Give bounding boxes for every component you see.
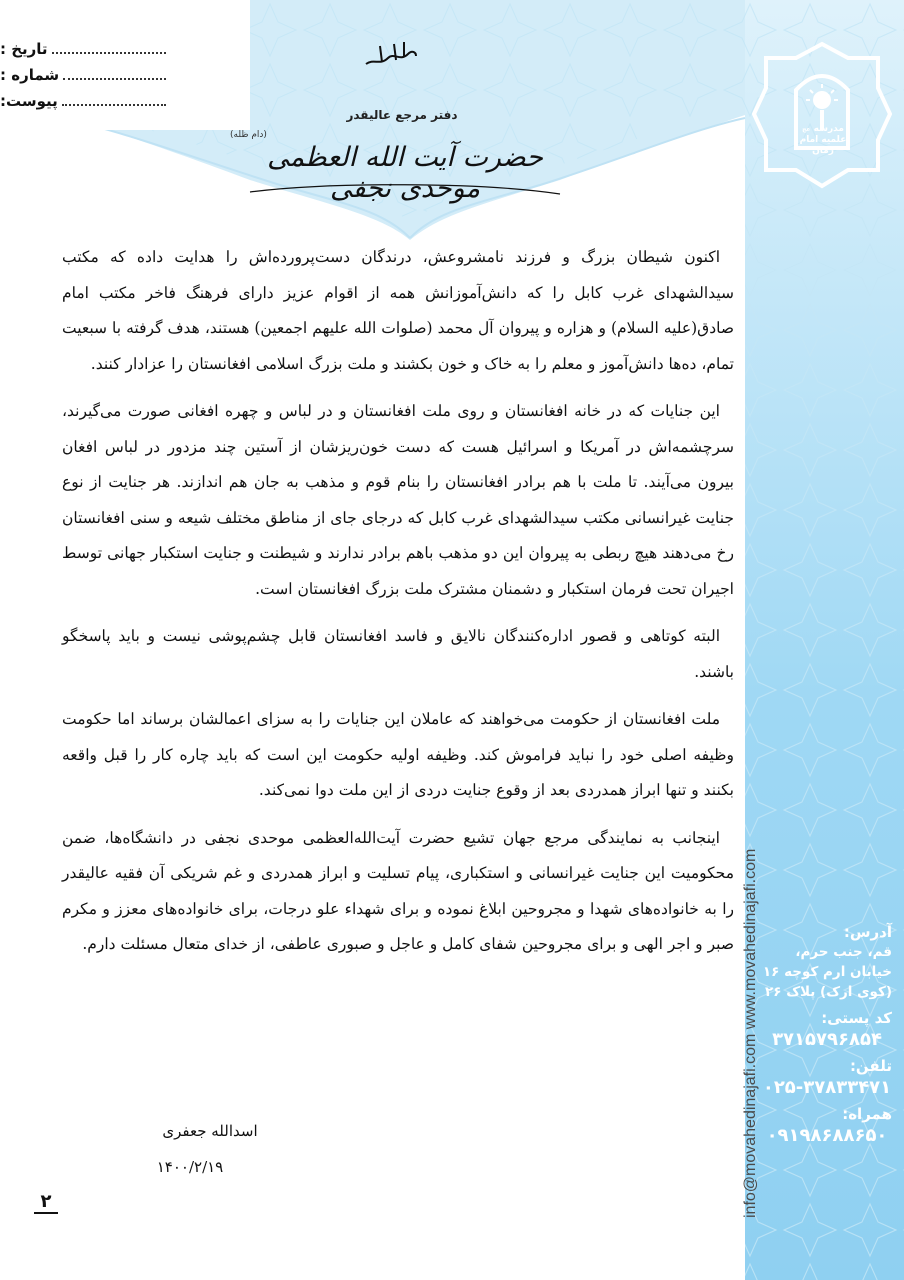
attachment-dots: [62, 104, 166, 106]
date-label: تاریخ :: [0, 40, 48, 58]
date-dots: [52, 52, 166, 54]
paragraph-5: اینجانب به نمایندگی مرجع جهان تشیع حضرت آیت‌الله‌العظمی موحدی نجفی در دانشگاه‌ها، ضمن محکومیت این جنایت غیرانسانی و استکباری، پیام تسلیت و ابراز همدردی و غم شریکی آن فقیه عالیقدر را به خانواده‌های شهدا و مجروحین ابلاغ نموده و برای شهداء علو درجات، برای خانواده‌های معزز و مکرم صبر و اجر الهی و برای مجروحین شفای کامل و عاجل و صبوری عاطفی، از خدای متعال مسئلت دارم.: [62, 828, 734, 953]
mobile-value: ۰۹۱۹۸۶۸۸۶۵۰: [766, 1125, 888, 1146]
paragraph-2: این جنایات که در خانه افغانستان و روی ملت افغانستان و در لباس و چهره افغانی صورت می‌گیرند، سرچشمه‌اش در آمریکا و اسرائیل هست که دست خون‌ریزشان از آستین چند مزدور در لباس افغان بیرون می‌آیند. تا ملت با هم برادر افغانستان را بنام قوم و مذهب به جان هم اندازند. هر جنایت از نوع جنایت غیرانسانی مکتب سیدالشهدای غرب کابل که درجای جای از مناطق مختلف شیعه و سنی افغانستان رخ می‌دهند هیچ ربطی به پیروان این دو مذهب باهم برادر ندارند و شیطنت و جنایت استکبار جهانی توسط اجیران تحت فرمان استکبار و دشمنان مشترک ملت بزرگ افغانستان است.: [62, 402, 734, 598]
meta-fields: [0, 40, 170, 118]
attachment-label: پیوست:: [0, 92, 58, 110]
date-field: [0, 40, 170, 66]
bismillah-calligraphy: [360, 38, 420, 72]
logo-tag: عج: [802, 126, 811, 133]
address-label: آدرس:: [843, 923, 892, 941]
paragraph-3: البته کوتاهی و قصور اداره‌کنندگان نالایق و فاسد افغانستان قابل چشم‌پوشی نیست و باید پاسخگو باشند.: [62, 627, 734, 681]
logo-line1: مدرسه: [813, 124, 844, 134]
phone-value: ۰۲۵-۳۷۸۳۳۴۷۱: [762, 1077, 892, 1098]
mobile-label: همراه:: [842, 1105, 892, 1123]
ayatollah-title-calligraphy: [230, 122, 580, 202]
postal-value: ۳۷۱۵۷۹۶۸۵۴: [772, 1029, 882, 1050]
signature-date: ۱۴۰۰/۲/۱۹: [156, 1158, 224, 1176]
attachment-field: [0, 92, 170, 118]
address-value: قم، جنب حرم، خیابان ارم کوچه ۱۶ (کوی ارک) پلاک ۲۶: [762, 944, 892, 1000]
contact-info: [762, 922, 892, 1152]
letter-body: [62, 240, 734, 975]
paragraph-4: ملت افغانستان از حکومت می‌خواهند که عاملان این جنایات را به سزای اعمالشان برساند اما حکومت وظیفه اصلی خود را نباید فراموش کند. وظیفه اولیه حکومت این است که باید چاره کار را قبل واقعه بکنند و تنها ابراز همدردی بعد از وقوع جنایت دردی از این ملت دوا نمی‌کند.: [62, 710, 734, 799]
office-label: دفتر مرجع عالیقدر: [346, 108, 458, 122]
logo-line2: علمیه امام زمان: [799, 135, 847, 156]
title-suffix: (دام ظله): [230, 130, 267, 140]
number-dots: [63, 78, 166, 80]
logo-text: [788, 124, 858, 157]
paragraph-1: اکنون شیطان بزرگ و فرزند نامشروعش، درندگان دست‌پرورده‌اش را هدایت داده که مکتب سیدالشهدای غرب کابل را که دانش‌آموزانش همه از اقوام عزیز دارای فرهنگ فاخر مکتب امام صادق(علیه السلام) و هزاره و پیروان آل محمد (صلوات الله علیهم اجمعین) هستند، هدف گرفته با سبعیت تمام، ده‌ها دانش‌آموز و معلم را به خاک و خون بکشند و ملت بزرگ اسلامی افغانستان را عزادار کنند.: [62, 248, 734, 373]
school-logo: [752, 40, 892, 190]
title-text: حضرت آیت الله العظمی موحدی نجفی: [267, 142, 543, 204]
postal-label: کد پستی:: [821, 1009, 892, 1027]
signatory-name: اسدالله جعفری: [162, 1122, 258, 1140]
phone-label: تلفن:: [849, 1057, 892, 1075]
website-vertical[interactable]: info@movahedinajafi.com www.movahedinajafi.com: [742, 848, 759, 1218]
number-field: [0, 66, 170, 92]
number-label: شماره :: [0, 66, 60, 84]
page-number: ۲: [34, 1192, 58, 1214]
